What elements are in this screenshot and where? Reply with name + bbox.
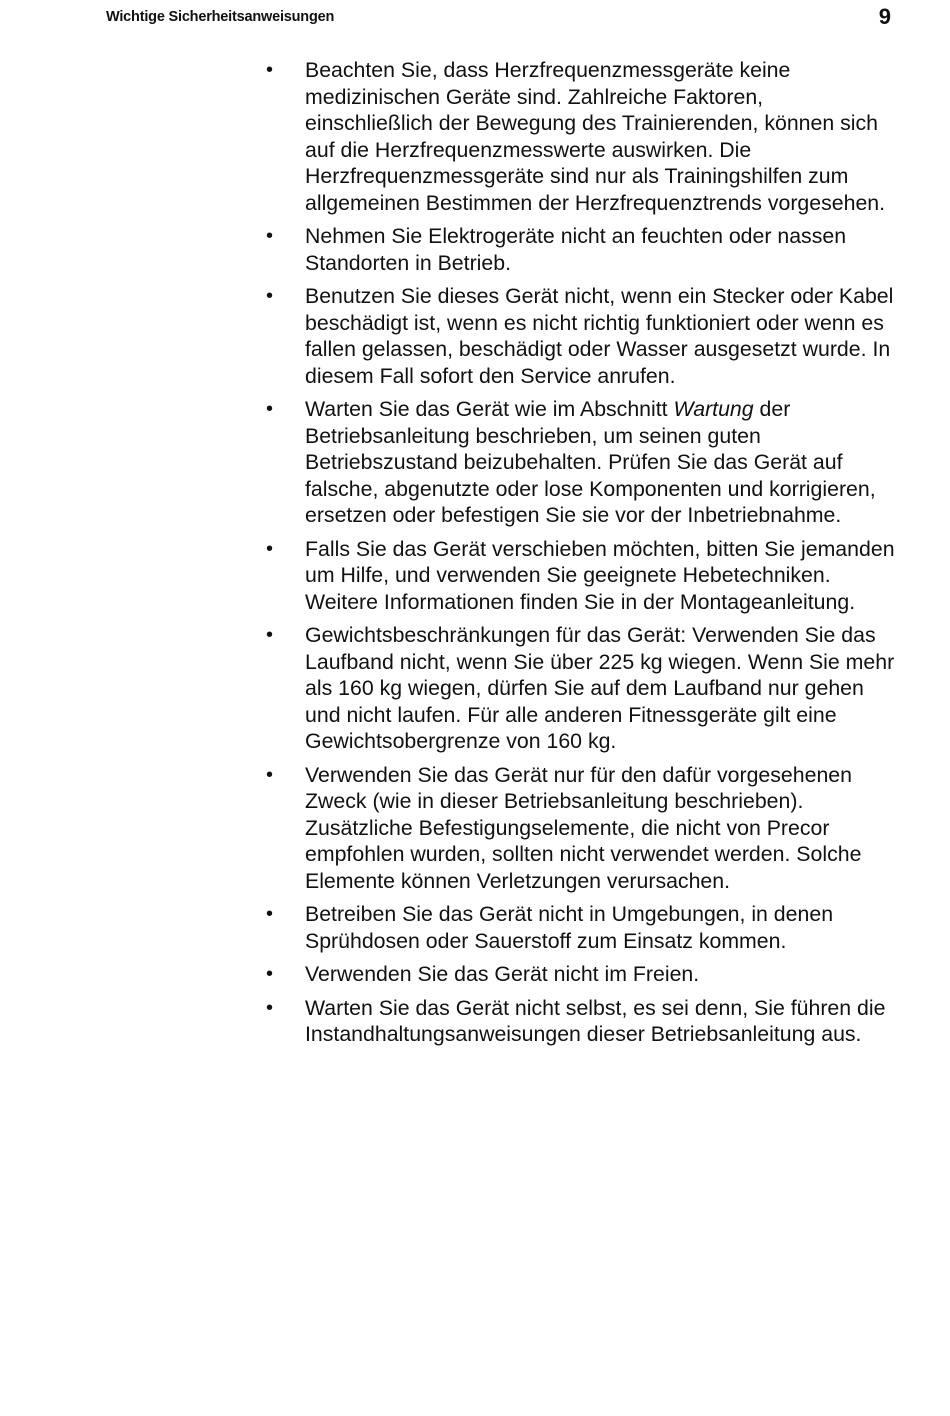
list-item bbox=[266, 762, 896, 895]
list-item bbox=[266, 995, 896, 1048]
list-item-text: Verwenden Sie das Gerät nur für den dafür vorgesehenen Zweck (wie in dieser Betriebsanleitung beschrieben). Zusätzliche Befestigungselemente, die nicht von Precor empfohlen wurden, sollten nicht verwendet werden. Solche Elemente können Verletzungen verursachen. bbox=[305, 762, 862, 893]
bullet-icon: • bbox=[266, 963, 274, 985]
list-item bbox=[266, 622, 896, 755]
bullet-icon: • bbox=[266, 285, 274, 307]
list-item bbox=[266, 396, 896, 529]
bullet-icon: • bbox=[266, 996, 274, 1019]
running-header-title: Wichtige Sicherheitsanweisungen bbox=[106, 9, 335, 25]
list-item bbox=[266, 283, 896, 389]
list-item-text: Betreiben Sie das Gerät nicht in Umgebungen, in denen Sprühdosen oder Sauerstoff zum Einsatz kommen. bbox=[305, 902, 834, 953]
safety-instructions-list bbox=[266, 57, 896, 1055]
list-item-text: Warten Sie das Gerät nicht selbst, es sei denn, Sie führen die Instandhaltungsanweisungen dieser Betriebsanleitung aus. bbox=[305, 995, 886, 1046]
list-item-text: Benutzen Sie dieses Gerät nicht, wenn ein Stecker oder Kabel beschädigt ist, wenn es nicht richtig funktioniert oder wenn es fallen gelassen, beschädigt oder Wasser ausgesetzt wurde. In diesem Fall sofort den Service anrufen. bbox=[305, 284, 894, 388]
list-item-text: Gewichtsbeschränkungen für das Gerät: Verwenden Sie das Laufband nicht, wenn Sie über 225 kg wiegen. Wenn Sie mehr als 160 kg wiegen, dürfen Sie auf dem Laufband nur gehen und nicht laufen. Für alle anderen Fitnessgeräte gilt eine Gewichtsobergrenze von 160 kg. bbox=[305, 623, 895, 753]
bullet-icon: • bbox=[266, 763, 274, 786]
list-item-text: Beachten Sie, dass Herzfrequenzmessgeräte keine medizinischen Geräte sind. Zahlreiche Faktoren, einschließlich der Bewegung des Trainierenden, können sich auf die Herzfrequenzmesswerte auswirken. Die Herzfrequenzmessgeräte sind nur als Trainingshilfen zum allgemeinen Bestimmen der Herzfrequenztrends vorgesehen. bbox=[305, 58, 886, 215]
list-item bbox=[266, 536, 896, 616]
bullet-icon: • bbox=[266, 903, 274, 925]
list-item-text: Nehmen Sie Elektrogeräte nicht an feuchten oder nassen Standorten in Betrieb. bbox=[305, 224, 847, 275]
bullet-icon: • bbox=[266, 537, 274, 560]
list-item-text-after: der Betriebsanleitung beschrieben, um seinen guten Betriebszustand beizubehalten. Prüfen Sie das Gerät auf falsche, abgenutzte oder lose Komponenten und korrigieren, ersetzen oder befestigen Sie sie vor der Inbetriebnahme. bbox=[305, 397, 876, 527]
page-number: 9 bbox=[878, 4, 891, 29]
list-item bbox=[266, 223, 896, 276]
list-item bbox=[266, 57, 896, 216]
list-item bbox=[266, 901, 896, 954]
bullet-icon: • bbox=[266, 624, 274, 646]
bullet-icon: • bbox=[266, 225, 274, 247]
bullet-icon: • bbox=[266, 398, 274, 420]
list-item-text-before: Warten Sie das Gerät wie im Abschnitt bbox=[305, 397, 674, 421]
list-item bbox=[266, 961, 896, 988]
list-item-text: Verwenden Sie das Gerät nicht im Freien. bbox=[305, 962, 700, 986]
bullet-icon: • bbox=[266, 59, 274, 81]
section-reference-wartung: Wartung bbox=[673, 397, 754, 421]
list-item-text bbox=[305, 396, 896, 529]
list-item-text: Falls Sie das Gerät verschieben möchten, bitten Sie jemanden um Hilfe, und verwenden Sie geeignete Hebetechniken. Weitere Informationen finden Sie in der Montageanleitung. bbox=[305, 536, 895, 614]
